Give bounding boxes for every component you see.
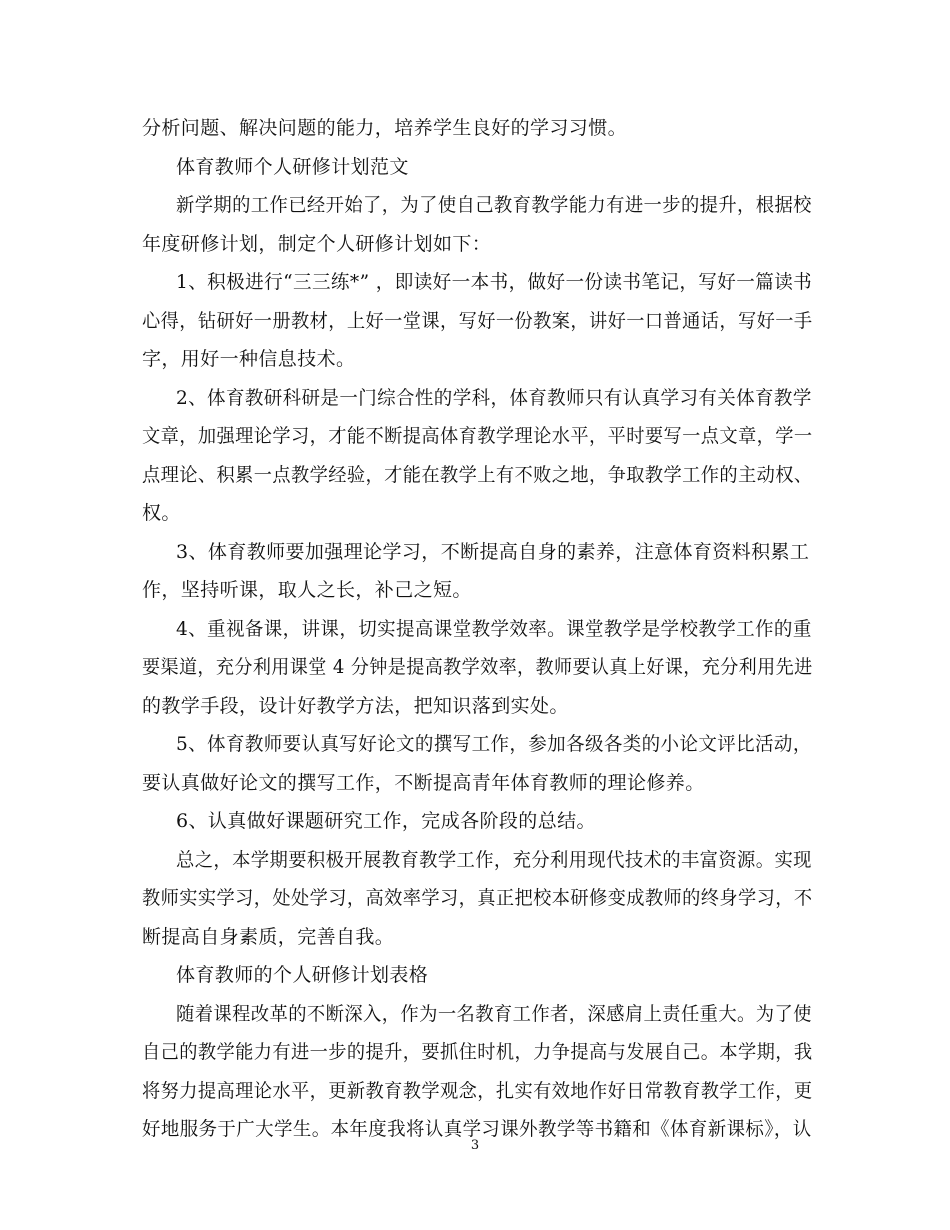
text-line: 3、体育教师要加强理论学习，不断提高自身的素养，注意体育资料积累工 bbox=[176, 541, 810, 563]
text-line: 点理论、积累一点教学经验，才能在教学上有不败之地，争取教学工作的主动权、 bbox=[142, 464, 813, 486]
text-line: 好地服务于广大学生。本年度我将认真学习课外教学等书籍和《体育新课标》，认 bbox=[142, 1118, 812, 1140]
text-line: 4、重视备课，讲课，切实提高课堂教学效率。课堂教学是学校教学工作的重 bbox=[176, 618, 812, 640]
text-line: 教师实实学习，处处学习，高效率学习，真正把校本研修变成教师的终身学习，不 bbox=[142, 887, 813, 909]
text-line: 1、积极进行“三三练*” ，即读好一本书，做好一份读书笔记，写好一篇读书 bbox=[176, 271, 813, 293]
text-line: 新学期的工作已经开始了，为了使自己教育教学能力有进一步的提升，根据校 bbox=[176, 194, 812, 216]
text-line: 随着课程改革的不断深入，作为一名教育工作者，深感肩上责任重大。为了使 bbox=[176, 1003, 812, 1025]
text-line: 字，用好一种信息技术。 bbox=[142, 348, 356, 370]
section-heading: 体育教师的个人研修计划表格 bbox=[176, 964, 429, 986]
text-line: 心得，钻研好一册教材，上好一堂课，写好一份教案，讲好一口普通话，写好一手 bbox=[142, 310, 813, 332]
text-line: 5、体育教师要认真写好论文的撰写工作，参加各级各类的小论文评比活动， bbox=[176, 733, 812, 755]
text-line: 文章，加强理论学习，才能不断提高体育教学理论水平，平时要写一点文章，学一 bbox=[142, 425, 813, 447]
text-line: 权。 bbox=[142, 502, 181, 524]
text-line: 6、认真做好课题研究工作，完成各阶段的总结。 bbox=[176, 810, 596, 832]
text-line: 分析问题、解决问题的能力，培养学生良好的学习习惯。 bbox=[142, 117, 628, 139]
text-line: 要认真做好论文的撰写工作，不断提高青年体育教师的理论修养。 bbox=[142, 772, 705, 794]
text-line: 总之，本学期要积极开展教育教学工作，充分利用现代技术的丰富资源。实现 bbox=[176, 849, 812, 871]
page-number: 3 bbox=[470, 1138, 480, 1153]
text-line: 要渠道，充分利用课堂 4 分钟是提高教学效率，教师要认真上好课，充分利用先进 bbox=[142, 656, 813, 678]
text-line: 的教学手段，设计好教学方法，把知识落到实处。 bbox=[142, 695, 569, 717]
text-line: 断提高自身素质，完善自我。 bbox=[142, 926, 395, 948]
section-heading: 体育教师个人研修计划范文 bbox=[176, 156, 409, 178]
text-line: 年度研修计划，制定个人研修计划如下： bbox=[142, 233, 492, 255]
text-line: 将努力提高理论水平，更新教育教学观念，扎实有效地作好日常教育教学工作，更 bbox=[142, 1080, 813, 1102]
text-line: 2、体育教研科研是一门综合性的学科，体育教师只有认真学习有关体育教学 bbox=[176, 387, 812, 409]
text-line: 自己的教学能力有进一步的提升，要抓住时机，力争提高与发展自己。本学期，我 bbox=[142, 1041, 813, 1063]
text-line: 作，坚持听课，取人之长，补己之短。 bbox=[142, 579, 472, 601]
